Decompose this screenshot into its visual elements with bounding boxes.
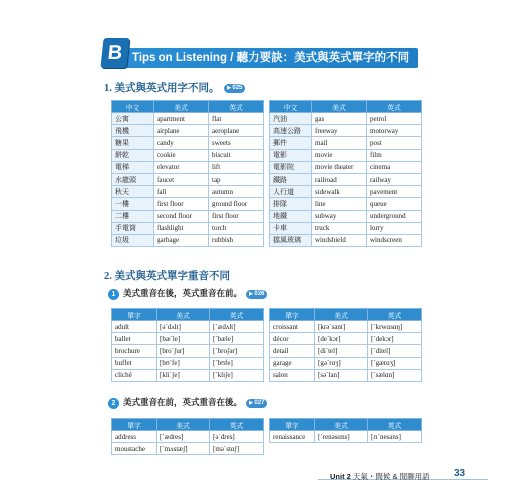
stress2-table-right (269, 418, 422, 443)
table-cell: railway (367, 173, 422, 185)
table-cell: croissant (270, 321, 315, 333)
table-row (270, 345, 422, 357)
table-cell: rubbish (209, 234, 264, 246)
vocab-table-left (111, 100, 264, 247)
table-cell: torch (209, 222, 264, 234)
table-cell: [ˋkliʃe] (210, 369, 264, 381)
table-row (112, 345, 264, 357)
column-header: 單字 (270, 419, 315, 431)
table-cell: [diˋtel] (315, 345, 368, 357)
column-header: 美式 (315, 309, 368, 321)
table-cell: adult (112, 321, 157, 333)
table-cell: [kliˋʃe] (157, 369, 210, 381)
table-cell: autumn (209, 186, 264, 198)
table-cell: 擋風玻璃 (270, 234, 312, 246)
table-row (270, 198, 422, 210)
table-cell: [ˋrenəsɑns] (315, 431, 368, 443)
table-cell: brochure (112, 345, 157, 357)
table-cell: cliché (112, 369, 157, 381)
table-cell: 排隊 (270, 198, 312, 210)
table-cell: [bæˋle] (157, 333, 210, 345)
table-cell: gas (312, 113, 367, 125)
table-cell: candy (154, 137, 209, 149)
table-cell: apartment (154, 113, 209, 125)
column-header: 美式 (312, 101, 367, 113)
table-cell: windshield (312, 234, 367, 246)
table-cell: movie (312, 149, 367, 161)
table-cell: flashlight (154, 222, 209, 234)
table-cell: [deˋkɔr] (315, 333, 368, 345)
table-row (270, 210, 422, 222)
section1-title-text: 1. 美式與英式用字不同。 (104, 83, 220, 94)
table-cell: décor (270, 333, 315, 345)
table-cell: 卡車 (270, 222, 312, 234)
table-cell: [əˋdʌlt] (157, 321, 210, 333)
table-row (270, 186, 422, 198)
table-row (112, 125, 264, 137)
table-cell: sweets (209, 137, 264, 149)
table-cell: flat (209, 113, 264, 125)
table-cell: [əˋdres] (210, 431, 264, 443)
table-row (270, 173, 422, 185)
table-cell: [ˋgærɑʒ] (368, 357, 422, 369)
table-cell: windscreen (367, 234, 422, 246)
table-cell: 電影 (270, 149, 312, 161)
table-cell: [ˋdekɔr] (368, 333, 422, 345)
banner-title: Tips on Listening / 聽力要訣：美式與英式單字的不同 (132, 52, 410, 64)
table-row (112, 137, 264, 149)
column-header: 美式 (154, 101, 209, 113)
table-row (112, 173, 264, 185)
table-cell: ballet (112, 333, 157, 345)
table-row (270, 333, 422, 345)
table-cell: airplane (154, 125, 209, 137)
column-header: 英式 (210, 419, 264, 431)
stress-table-right (269, 308, 422, 382)
column-header: 中文 (270, 101, 312, 113)
table-cell: garbage (154, 234, 209, 246)
column-header: 美式 (315, 419, 368, 431)
table-cell: garage (270, 357, 315, 369)
table-cell: renaissance (270, 431, 315, 443)
table-cell: 公寓 (112, 113, 154, 125)
table-cell: first floor (154, 198, 209, 210)
table-cell: truck (312, 222, 367, 234)
table-cell: address (112, 431, 157, 443)
column-header: 單字 (112, 419, 157, 431)
table-cell: second floor (154, 210, 209, 222)
stress-table-left (111, 308, 264, 382)
sub2-title-text: 美式重音在前，英式重音在後。 (123, 397, 243, 407)
table-cell: 電梯 (112, 161, 154, 173)
table-header-row (270, 309, 422, 321)
table-row (112, 186, 264, 198)
audio-track-icon[interactable]: ▶ 025 (224, 84, 245, 93)
table-cell: salon (270, 369, 315, 381)
table-cell: 郵件 (270, 137, 312, 149)
table-row (112, 443, 264, 455)
table-cell: sidewalk (312, 186, 367, 198)
table-row (270, 161, 422, 173)
table-cell: 一樓 (112, 198, 154, 210)
table-header-row (112, 419, 264, 431)
table-cell: [ˋædres] (157, 431, 210, 443)
column-header: 英式 (209, 101, 264, 113)
table-cell: freeway (312, 125, 367, 137)
table-row (112, 234, 264, 246)
table-cell: 人行道 (270, 186, 312, 198)
table-row (112, 321, 264, 333)
table-cell: ground floor (209, 198, 264, 210)
table-row (112, 198, 264, 210)
table-cell: 手電筒 (112, 222, 154, 234)
table-row (112, 333, 264, 345)
table-cell: 糖果 (112, 137, 154, 149)
table-cell: movie theater (312, 161, 367, 173)
column-header: 單字 (270, 309, 315, 321)
table-cell: [ˋmʌstæʃ] (157, 443, 210, 455)
table-cell: 水龍頭 (112, 173, 154, 185)
audio-track-icon[interactable]: ▶ 026 (246, 290, 267, 299)
table-cell: 餅乾 (112, 149, 154, 161)
table-cell: petrol (367, 113, 422, 125)
column-header: 英式 (368, 309, 422, 321)
table-cell: film (367, 149, 422, 161)
table-cell: cinema (367, 161, 422, 173)
column-header: 中文 (112, 101, 154, 113)
column-header: 英式 (367, 101, 422, 113)
footer-unit (330, 471, 430, 482)
table-cell: lorry (367, 222, 422, 234)
table-row (270, 222, 422, 234)
table-cell: [ˋsælɑn] (368, 369, 422, 381)
table-cell: motorway (367, 125, 422, 137)
table-row (112, 113, 264, 125)
table-header-row (112, 309, 264, 321)
table-cell: line (312, 198, 367, 210)
section2-title: 2. 美式與英式單字重音不同 (104, 271, 230, 282)
stress2-table-left (111, 418, 264, 455)
table-row (270, 125, 422, 137)
table-row (270, 431, 422, 443)
table-cell: 秋天 (112, 186, 154, 198)
table-cell: [ˋædʌlt] (210, 321, 264, 333)
table-cell: aeroplane (209, 125, 264, 137)
column-header: 單字 (112, 309, 157, 321)
table-cell: cookie (154, 149, 209, 161)
table-cell: 高速公路 (270, 125, 312, 137)
table-row (112, 357, 264, 369)
table-cell: buffet (112, 357, 157, 369)
table-cell: 鐵路 (270, 173, 312, 185)
vocab-table-right (269, 100, 422, 247)
table-cell: fall (154, 186, 209, 198)
table-cell: 地鐵 (270, 210, 312, 222)
table-cell: tap (209, 173, 264, 185)
section1-title (104, 80, 245, 95)
table-cell: queue (367, 198, 422, 210)
table-row (270, 149, 422, 161)
table-cell: 飛機 (112, 125, 154, 137)
sub1-title (108, 287, 267, 300)
table-cell: [məˋstɑʃ] (210, 443, 264, 455)
table-cell: pavement (367, 186, 422, 198)
column-header: 美式 (157, 419, 210, 431)
table-cell: mail (312, 137, 367, 149)
table-cell: 電影院 (270, 161, 312, 173)
footer-unit-label: Unit 2 (330, 472, 351, 481)
column-header: 英式 (210, 309, 264, 321)
table-row (112, 149, 264, 161)
table-cell: lift (209, 161, 264, 173)
page-number: 33 (454, 468, 466, 479)
table-cell: subway (312, 210, 367, 222)
table-cell: underground (367, 210, 422, 222)
column-header: 英式 (368, 419, 422, 431)
footer-topic: 天氣・間候 & 閒聊用語 (352, 472, 430, 481)
table-row (112, 161, 264, 173)
table-cell: detail (270, 345, 315, 357)
table-row (112, 210, 264, 222)
table-cell: [səˋlan] (315, 369, 368, 381)
table-cell: biscuit (209, 149, 264, 161)
table-row (112, 222, 264, 234)
table-header-row (270, 419, 422, 431)
table-row (112, 431, 264, 443)
audio-track-icon[interactable]: ▶ 027 (246, 399, 267, 408)
table-row (270, 113, 422, 125)
table-cell: [rɪˋnesəns] (368, 431, 422, 443)
table-header-row (112, 101, 264, 113)
table-row (270, 369, 422, 381)
sub2-title (108, 396, 267, 409)
table-row (270, 321, 422, 333)
table-cell: [bʊˋfe] (157, 357, 210, 369)
table-cell: elevator (154, 161, 209, 173)
section-badge: B (100, 38, 129, 68)
table-cell: [ˋbæle] (210, 333, 264, 345)
sub1-title-text: 美式重音在後，英式重音在前。 (123, 288, 243, 298)
table-header-row (270, 101, 422, 113)
table-cell: moustache (112, 443, 157, 455)
table-row (270, 234, 422, 246)
table-cell: [ˋkrwɑsɑŋ] (368, 321, 422, 333)
table-cell: first floor (209, 210, 264, 222)
sub2-number: 2 (108, 398, 119, 409)
table-cell: [ˋbʊfe] (210, 357, 264, 369)
table-cell: 垃圾 (112, 234, 154, 246)
table-cell: railroad (312, 173, 367, 185)
table-cell: 汽油 (270, 113, 312, 125)
column-header: 美式 (157, 309, 210, 321)
table-cell: [gəˋrɑʒ] (315, 357, 368, 369)
table-cell: [ˋbroʃər] (210, 345, 264, 357)
table-row (112, 369, 264, 381)
sub1-number: 1 (108, 289, 119, 300)
table-cell: post (367, 137, 422, 149)
table-row (270, 137, 422, 149)
table-cell: faucet (154, 173, 209, 185)
table-cell: [broˋʃur] (157, 345, 210, 357)
table-cell: [krəˋsant] (315, 321, 368, 333)
table-cell: [ˋditel] (368, 345, 422, 357)
table-row (270, 357, 422, 369)
table-cell: 二樓 (112, 210, 154, 222)
